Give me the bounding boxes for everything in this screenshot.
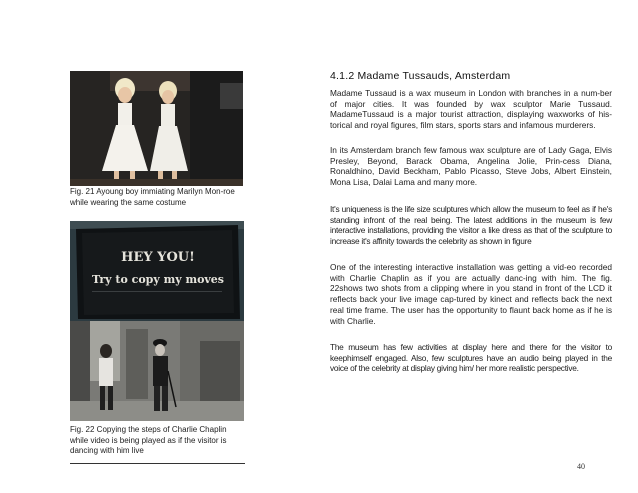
- paragraph-activities: The museum has few activities at display here and there for the visitor to keephimself engaged. Also, few sculptures have an audio being played in the voice of the celebrity at display giving him/ her more realistic perspective.: [330, 342, 612, 374]
- figure-21-caption: Fig. 21 Ayoung boy immiating Marilyn Mon-roe while wearing the same costume: [70, 187, 235, 207]
- marilyn-monroe-photo: [70, 71, 243, 186]
- lcd-screen-photo: [70, 221, 244, 321]
- page-number: 40: [577, 462, 585, 471]
- paragraph-chaplin-installation: One of the interesting interactive installation was getting a vid-eo recorded with Charlie Chaplin as if you are actually danc-ing with him. The fig. 22shows two shots from a clipping where in you stand in front of the LCD it reflects back your live image cap-tured by kinect and reflects back the next real time frame. The user has the opportunity to flaunt back home as if he is with Charlie.: [330, 262, 612, 326]
- paragraph-uniqueness: It's uniqueness is the life size sculptures which allow the museum to feel as if he's standing infront of the real being. The latest additions in the museum is few interactive installations, providing the visitor a like dress as that of the sculpture to increase it's affinity towards the celebrity as shown in figure: [330, 204, 612, 247]
- figure-22-caption: Fig. 22 Copying the steps of Charlie Chaplin while video is being played as if the visitor is dancing with him live: [70, 425, 227, 455]
- screen-title-text: HEY YOU!: [121, 250, 195, 265]
- charlie-chaplin-photo: [70, 321, 244, 421]
- paragraph-intro: Madame Tussaud is a wax museum in London with branches in a num-ber of major cities. It was founded by wax sculptor Marie Tussaud. MadameTussaud is a major tourist attraction, displaying waxworks of his-torical and royal figures, film stars, sports stars and infamous murderers.: [330, 88, 612, 131]
- screen-subtitle-text: Try to copy my moves: [91, 273, 225, 286]
- caption-divider: [70, 463, 245, 464]
- section-heading: 4.1.2 Madame Tussauds, Amsterdam: [330, 70, 511, 82]
- paragraph-sculptures: In its Amsterdam branch few famous wax sculpture are of Lady Gaga, Elvis Presley, Beyond, Barack Obama, Angelina Jolie, Prin-cess Diana, Ronaldhino, David Beckham, Pablo Picasso, Steve Jobs, Albert Einstein, Mona Lisa, Dalai Lama and many more.: [330, 145, 612, 188]
